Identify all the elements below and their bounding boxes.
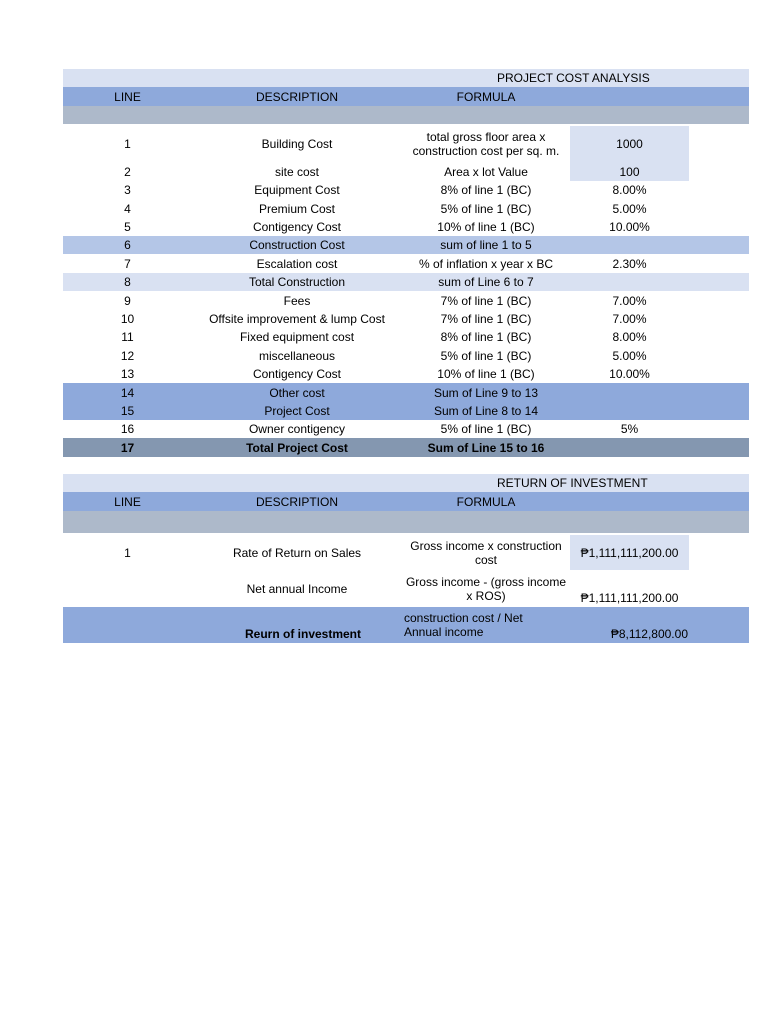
- cell-line: 2: [124, 164, 131, 179]
- cell-line: 6: [124, 238, 131, 252]
- header-row: [63, 492, 749, 511]
- cell-formula: % of inflation x year x BC: [418, 256, 554, 271]
- cell-line: 9: [124, 293, 131, 308]
- cell-value: 10.00%: [609, 220, 650, 234]
- cell-description: Contigency Cost: [252, 367, 342, 381]
- cell-description: Reurn of investment: [244, 627, 361, 641]
- cell-formula: sum of line 1 to 5: [440, 238, 532, 252]
- table-row: [63, 570, 749, 607]
- cell-value: [570, 402, 689, 420]
- cell-line: 7: [124, 256, 131, 271]
- table-row: [63, 254, 749, 273]
- cell-description: Total Project Cost: [246, 440, 348, 455]
- table-row: [63, 218, 749, 236]
- cell-description: Fixed equipment cost: [239, 330, 355, 344]
- cell-value: 2.30%: [612, 256, 647, 271]
- table-title: PROJECT COST ANALYSIS: [497, 71, 650, 85]
- cell-line: 13: [120, 367, 135, 381]
- cell-description: Project Cost: [264, 404, 330, 418]
- cell-value: 10.00%: [609, 367, 650, 381]
- cell-description: Equipment Cost: [254, 183, 340, 197]
- cell-description: Net annual Income: [246, 581, 348, 596]
- cell-value: 5.00%: [612, 348, 647, 363]
- cell-line: 5: [124, 220, 131, 234]
- cell-description: Escalation cost: [256, 256, 338, 271]
- cell-line: 1: [124, 137, 131, 151]
- project-cost-analysis-table: [63, 69, 749, 457]
- cell-formula: construction cost / Net Annual income: [404, 611, 523, 639]
- table-row: [63, 365, 749, 383]
- cell-line: 16: [120, 422, 135, 436]
- cell-line: [63, 570, 192, 607]
- cell-formula: 8% of line 1 (BC): [440, 330, 532, 344]
- cell-line: 1: [124, 545, 131, 560]
- cell-description: Rate of Return on Sales: [232, 545, 362, 560]
- table-row: [63, 273, 749, 291]
- cell-line: [63, 607, 192, 643]
- return-of-investment-table: [63, 474, 749, 643]
- cell-line: 11: [121, 330, 134, 344]
- header-row: [63, 87, 749, 106]
- cell-line: 15: [120, 404, 135, 418]
- cell-formula: 5% of line 1 (BC): [440, 201, 532, 216]
- cell-description: Offsite improvement & lump Cost: [209, 312, 385, 326]
- cell-description: Total Construction: [248, 275, 346, 289]
- cell-line: 17: [120, 440, 135, 455]
- table-row: [63, 535, 749, 570]
- cell-value: 8.00%: [612, 183, 647, 197]
- header-formula: FORMULA: [456, 89, 516, 104]
- cell-formula: 5% of line 1 (BC): [440, 348, 532, 363]
- cell-value: 7.00%: [612, 293, 647, 308]
- header-formula: FORMULA: [456, 494, 516, 509]
- table-row: [63, 126, 749, 162]
- cell-formula: Sum of Line 8 to 14: [433, 404, 539, 418]
- table-row: [63, 383, 749, 402]
- table-title-row: [63, 69, 749, 87]
- header-description: DESCRIPTION: [255, 89, 338, 104]
- table-row: [63, 181, 749, 199]
- header-line: LINE: [114, 89, 141, 104]
- cell-value: 5%: [620, 422, 639, 436]
- cell-formula: 5% of line 1 (BC): [440, 422, 532, 436]
- cell-value: [570, 383, 689, 402]
- cell-description: Construction Cost: [249, 238, 345, 252]
- cell-description: Premium Cost: [258, 201, 335, 216]
- table-row: [63, 328, 749, 346]
- table-row: [63, 402, 749, 420]
- cell-value: 1000: [570, 126, 689, 162]
- cell-formula: 7% of line 1 (BC): [440, 293, 532, 308]
- cell-description: Owner contigency: [248, 422, 346, 436]
- cell-line: 8: [124, 275, 131, 289]
- cell-line: 4: [124, 201, 131, 216]
- cell-line: 3: [124, 183, 131, 197]
- cell-formula: 10% of line 1 (BC): [437, 367, 535, 381]
- cell-value: [570, 438, 689, 457]
- cell-value: 100: [570, 162, 689, 181]
- cell-description: Contigency Cost: [252, 220, 342, 234]
- table-row: [63, 346, 749, 365]
- cell-line: 10: [120, 312, 135, 326]
- header-description: DESCRIPTION: [255, 494, 338, 509]
- table-row: [63, 420, 749, 438]
- cell-value: ₱1,111,111,200.00: [570, 535, 689, 570]
- cell-value: ₱1,111,111,200.00: [580, 591, 679, 605]
- table-title-row: [63, 474, 749, 492]
- cell-formula: Gross income x construction cost: [410, 538, 562, 567]
- cell-value: 7.00%: [612, 312, 647, 326]
- roi-result-row: [63, 607, 749, 643]
- cell-formula: sum of Line 6 to 7: [438, 275, 534, 289]
- cell-formula: 10% of line 1 (BC): [437, 220, 535, 234]
- cell-value: ₱8,112,800.00: [610, 627, 688, 641]
- cell-description: Fees: [283, 293, 311, 308]
- cell-formula: Sum of Line 15 to 16: [427, 440, 545, 455]
- cell-line: 14: [120, 385, 135, 400]
- cell-description: Building Cost: [261, 137, 333, 151]
- cell-formula: Gross income - (gross income x ROS): [405, 574, 567, 603]
- spacer-row: [63, 106, 749, 124]
- cell-value: 5.00%: [612, 201, 647, 216]
- cell-line: 12: [120, 348, 135, 363]
- cell-value: [570, 273, 689, 291]
- cell-formula: Sum of Line 9 to 13: [433, 385, 539, 400]
- cell-formula: Area x lot Value: [444, 164, 528, 179]
- cell-description: Other cost: [269, 385, 325, 400]
- table-row: [63, 162, 749, 181]
- table-row: [63, 291, 749, 310]
- table-row: [63, 199, 749, 218]
- table-row: [63, 236, 749, 254]
- header-line: LINE: [114, 494, 141, 509]
- table-title: RETURN OF INVESTMENT: [497, 476, 648, 490]
- cell-formula: 7% of line 1 (BC): [440, 312, 532, 326]
- cell-value: 8.00%: [612, 330, 647, 344]
- cell-formula: total gross floor area x construction cost per sq. m.: [412, 130, 560, 158]
- total-row: [63, 438, 749, 457]
- cell-description: site cost: [274, 164, 319, 179]
- table-row: [63, 310, 749, 328]
- cell-description: miscellaneous: [258, 348, 336, 363]
- cell-formula: 8% of line 1 (BC): [440, 183, 532, 197]
- spacer-row: [63, 511, 749, 533]
- cell-value: [570, 236, 689, 254]
